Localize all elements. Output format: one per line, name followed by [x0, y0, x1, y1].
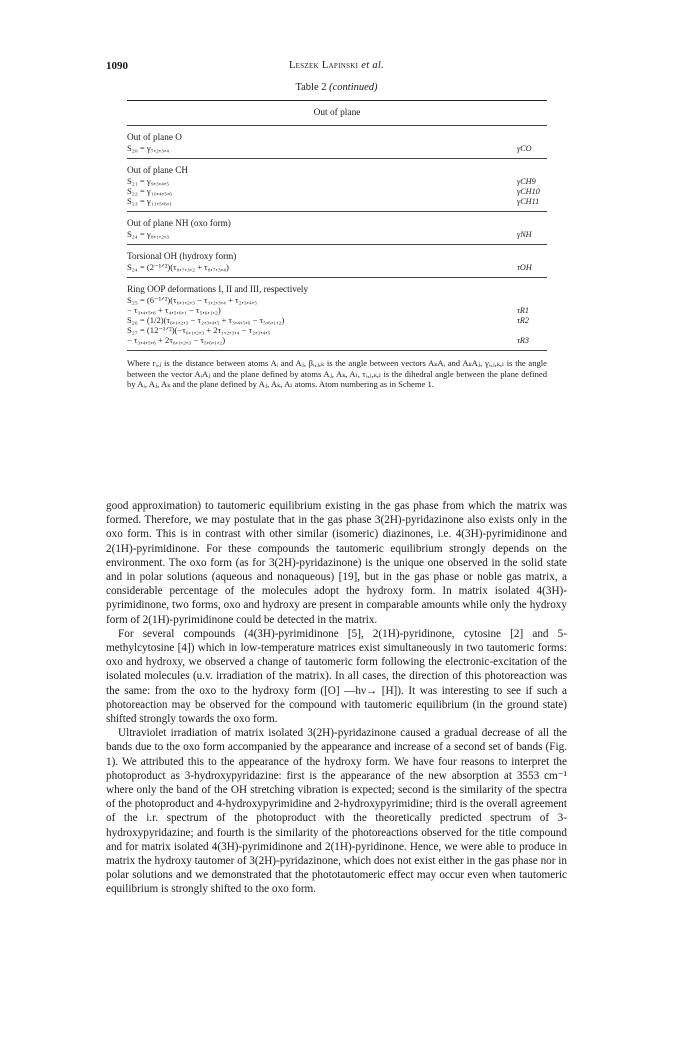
coordinate-definition: S₂₇ = (12⁻¹ᐟ²)(−τ₆,₁,₂,₃ + 2τ₁,₂,₃,₄ − τ₂,₃,₄,₅ [127, 325, 271, 335]
table-body [127, 126, 547, 350]
running-head [0, 60, 673, 71]
coordinate-definition: S₂₄ = (2⁻¹ᐟ²)(τ₈,₇,₃,₂ + τ₈,₇,₃,₄) [127, 262, 229, 272]
table-section [127, 126, 547, 158]
running-head-etal: et al. [361, 60, 385, 71]
table-section [127, 278, 547, 350]
table-caption [0, 82, 673, 93]
coordinate-definition: − τ₃,₄,₅,₆ + τ₄,₅,₆,₁ − τ₅,₆,₁,₂) [127, 305, 221, 315]
table-section [127, 245, 547, 277]
coordinate-row [127, 305, 547, 315]
coordinate-row [127, 335, 547, 345]
coordinate-row [127, 229, 547, 239]
table-section [127, 212, 547, 244]
coordinate-row [127, 176, 547, 186]
section-title: Ring OOP deformations I, II and III, respectively [127, 284, 309, 294]
coordinate-definition: S₂₀ = γ₇,₂,₃,₄ [127, 143, 170, 153]
running-head-author: Leszek Lapinski [288, 60, 359, 71]
section-title: Out of plane CH [127, 165, 188, 175]
coordinate-definition: S₂₃ = γ₁₁,₅,₆,₁ [127, 196, 173, 206]
table-footnote: Where rᵢ,ⱼ is the distance between atoms Aᵢ and Aⱼ, βᵢ,ⱼ,ₖ is the angle between vectors AₖAᵢ and AₖAⱼ, γᵢ,ⱼ,ₖ,ₗ is the angle between the vector AᵢAⱼ and the plane defined by atoms Aⱼ, Aₖ, Aₗ, τᵢ,ⱼ,ₖ,ₗ is the dihedral angle between the plane defined by Aᵢ, Aⱼ, Aₖ and the plane defined by Aⱼ, Aₖ, Aₗ atoms. Atom numbering as in Scheme 1. [127, 358, 547, 390]
coordinate-row [127, 196, 547, 206]
coordinate-symbol: γCH11 [517, 197, 540, 206]
paragraph-2: For several compounds (4(3H)-pyrimidinone [5], 2(1H)-pyridinone, cytosine [2] and 5-methylcytosine [4]) which in low-temperature matrices exist simultaneously in two tautomeric forms: oxo and hydroxy, we observed a change of tautomeric form following the electronic-excitation of the isolated molecules (u.v. irradiation of the matrix). In all cases, the direction of this photoreaction was the same: from the oxo to the hydroxy form ([O] ―hν→ [H]). It was interesting to see if such a photoreaction may be observed for the compound with tautomeric equilibrium (in the ground state) shifted strongly towards the oxo form. [106, 627, 567, 726]
coordinate-definition: S₂₅ = (6⁻¹ᐟ²)(τ₆,₁,₂,₃ − τ₁,₂,₃,₄ + τ₂,₃,₄,₅ [127, 295, 258, 305]
table-section [127, 159, 547, 211]
section-title: Torsional OH (hydroxy form) [127, 251, 237, 261]
coordinate-symbol: γCH9 [517, 177, 536, 186]
coordinate-row [127, 295, 547, 305]
paragraph-1: good approximation) to tautomeric equilibrium existing in the gas phase from which the matrix was formed. Therefore, we may postulate that in the gas phase 3(2H)-pyridazinone also exists only in the oxo form. This is in contrast with other similar (isomeric) diazinones, i.e. 4(3H)-pyrimidinone and 2(1H)-pyrimidinone. For these compounds the tautomeric equilibrium strongly depends on the environment. The oxo form (as for 3(2H)-pyridazinone) is the unique one observed in the solid state and in polar solutions (aqueous and nonaqueous) [19], but in the gas phase or noble gas matrix, a considerable percentage of the molecules adopt the hydroxy form. In matrix isolated 4(3H)-pyrimidinone, two forms, oxo and hydroxy are present in comparable amounts while only the hydroxy form of 2(1H)-pyrimidinone could be detected in the matrix. [106, 500, 567, 626]
coordinate-symbol: τOH [517, 263, 532, 272]
table-2 [127, 100, 547, 390]
coordinate-row [127, 143, 547, 153]
body-text [106, 499, 567, 897]
coordinate-symbol: τR2 [517, 316, 530, 325]
coordinate-row [127, 325, 547, 335]
coordinate-definition: S₂₁ = γ₉,₃,₄,₅ [127, 176, 170, 186]
table-caption-label: Table 2 [295, 82, 330, 93]
section-title: Out of plane NH (oxo form) [127, 218, 231, 228]
coordinate-definition: S₂₆ = (1/2)(τ₆,₁,₂,₃ − τ₂,₃,₄,₅ + τ₃,₄,₅,₆ − τ₅,₆,₁,₂) [127, 315, 285, 325]
page-number: 1090 [106, 60, 128, 72]
coordinate-symbol: γCH10 [517, 187, 540, 196]
coordinate-definition: S₂₄ = γ₈,₁,₂,₃ [127, 229, 170, 239]
paragraph-3: Ultraviolet irradiation of matrix isolated 3(2H)-pyridazinone caused a gradual decrease of all the bands due to the oxo form accompanied by the appearance and increase of a second set of bands (Fig. 1). We attributed this to the appearance of the hydroxy form. We have four reasons to interpret the photoproduct as 3-hydroxypyridazine: first is the appearance of the new absorption at 3553 cm⁻¹ where only the band of the OH stretching vibration is expected; second is the similarity of the spectra of the photoproduct and 4-hydroxypyrimidine and 2-hydroxypyrimidine; third is the overall agreement of the i.r. spectrum of the photoproduct with the theoretically predicted spectrum of 3-hydroxypyridazine; and fourth is the similarity of the photoreactions observed for the title compound and for matrix isolated 4(3H)-pyrimidinone and 2(1H)-pyridinone. Hence, we were able to produce in matrix the hydroxy tautomer of 3(2H)-pyridazinone, which does not exist either in the gas phase nor in polar solutions and we demonstrated that the phototautomeric effect may occur even when tautomeric equilibrium is strongly shifted to the oxo form. [106, 727, 567, 896]
coordinate-symbol: τR3 [517, 336, 530, 345]
coordinate-definition: − τ₃,₄,₅,₆ + 2τ₆,₁,₂,₃ − τ₅,₆,₁,₂) [127, 335, 226, 345]
table-caption-continued: (continued) [329, 82, 378, 93]
coordinate-symbol: γNH [517, 230, 532, 239]
coordinate-row [127, 315, 547, 325]
coordinate-definition: S₂₂ = γ₁₀,₄,₅,₆ [127, 186, 173, 196]
coordinate-row [127, 186, 547, 196]
section-title: Out of plane O [127, 132, 182, 142]
coordinate-symbol: τR1 [517, 306, 530, 315]
coordinate-symbol: γCO [517, 144, 532, 153]
coordinate-row [127, 262, 547, 272]
table-column-header: Out of plane [313, 108, 361, 118]
